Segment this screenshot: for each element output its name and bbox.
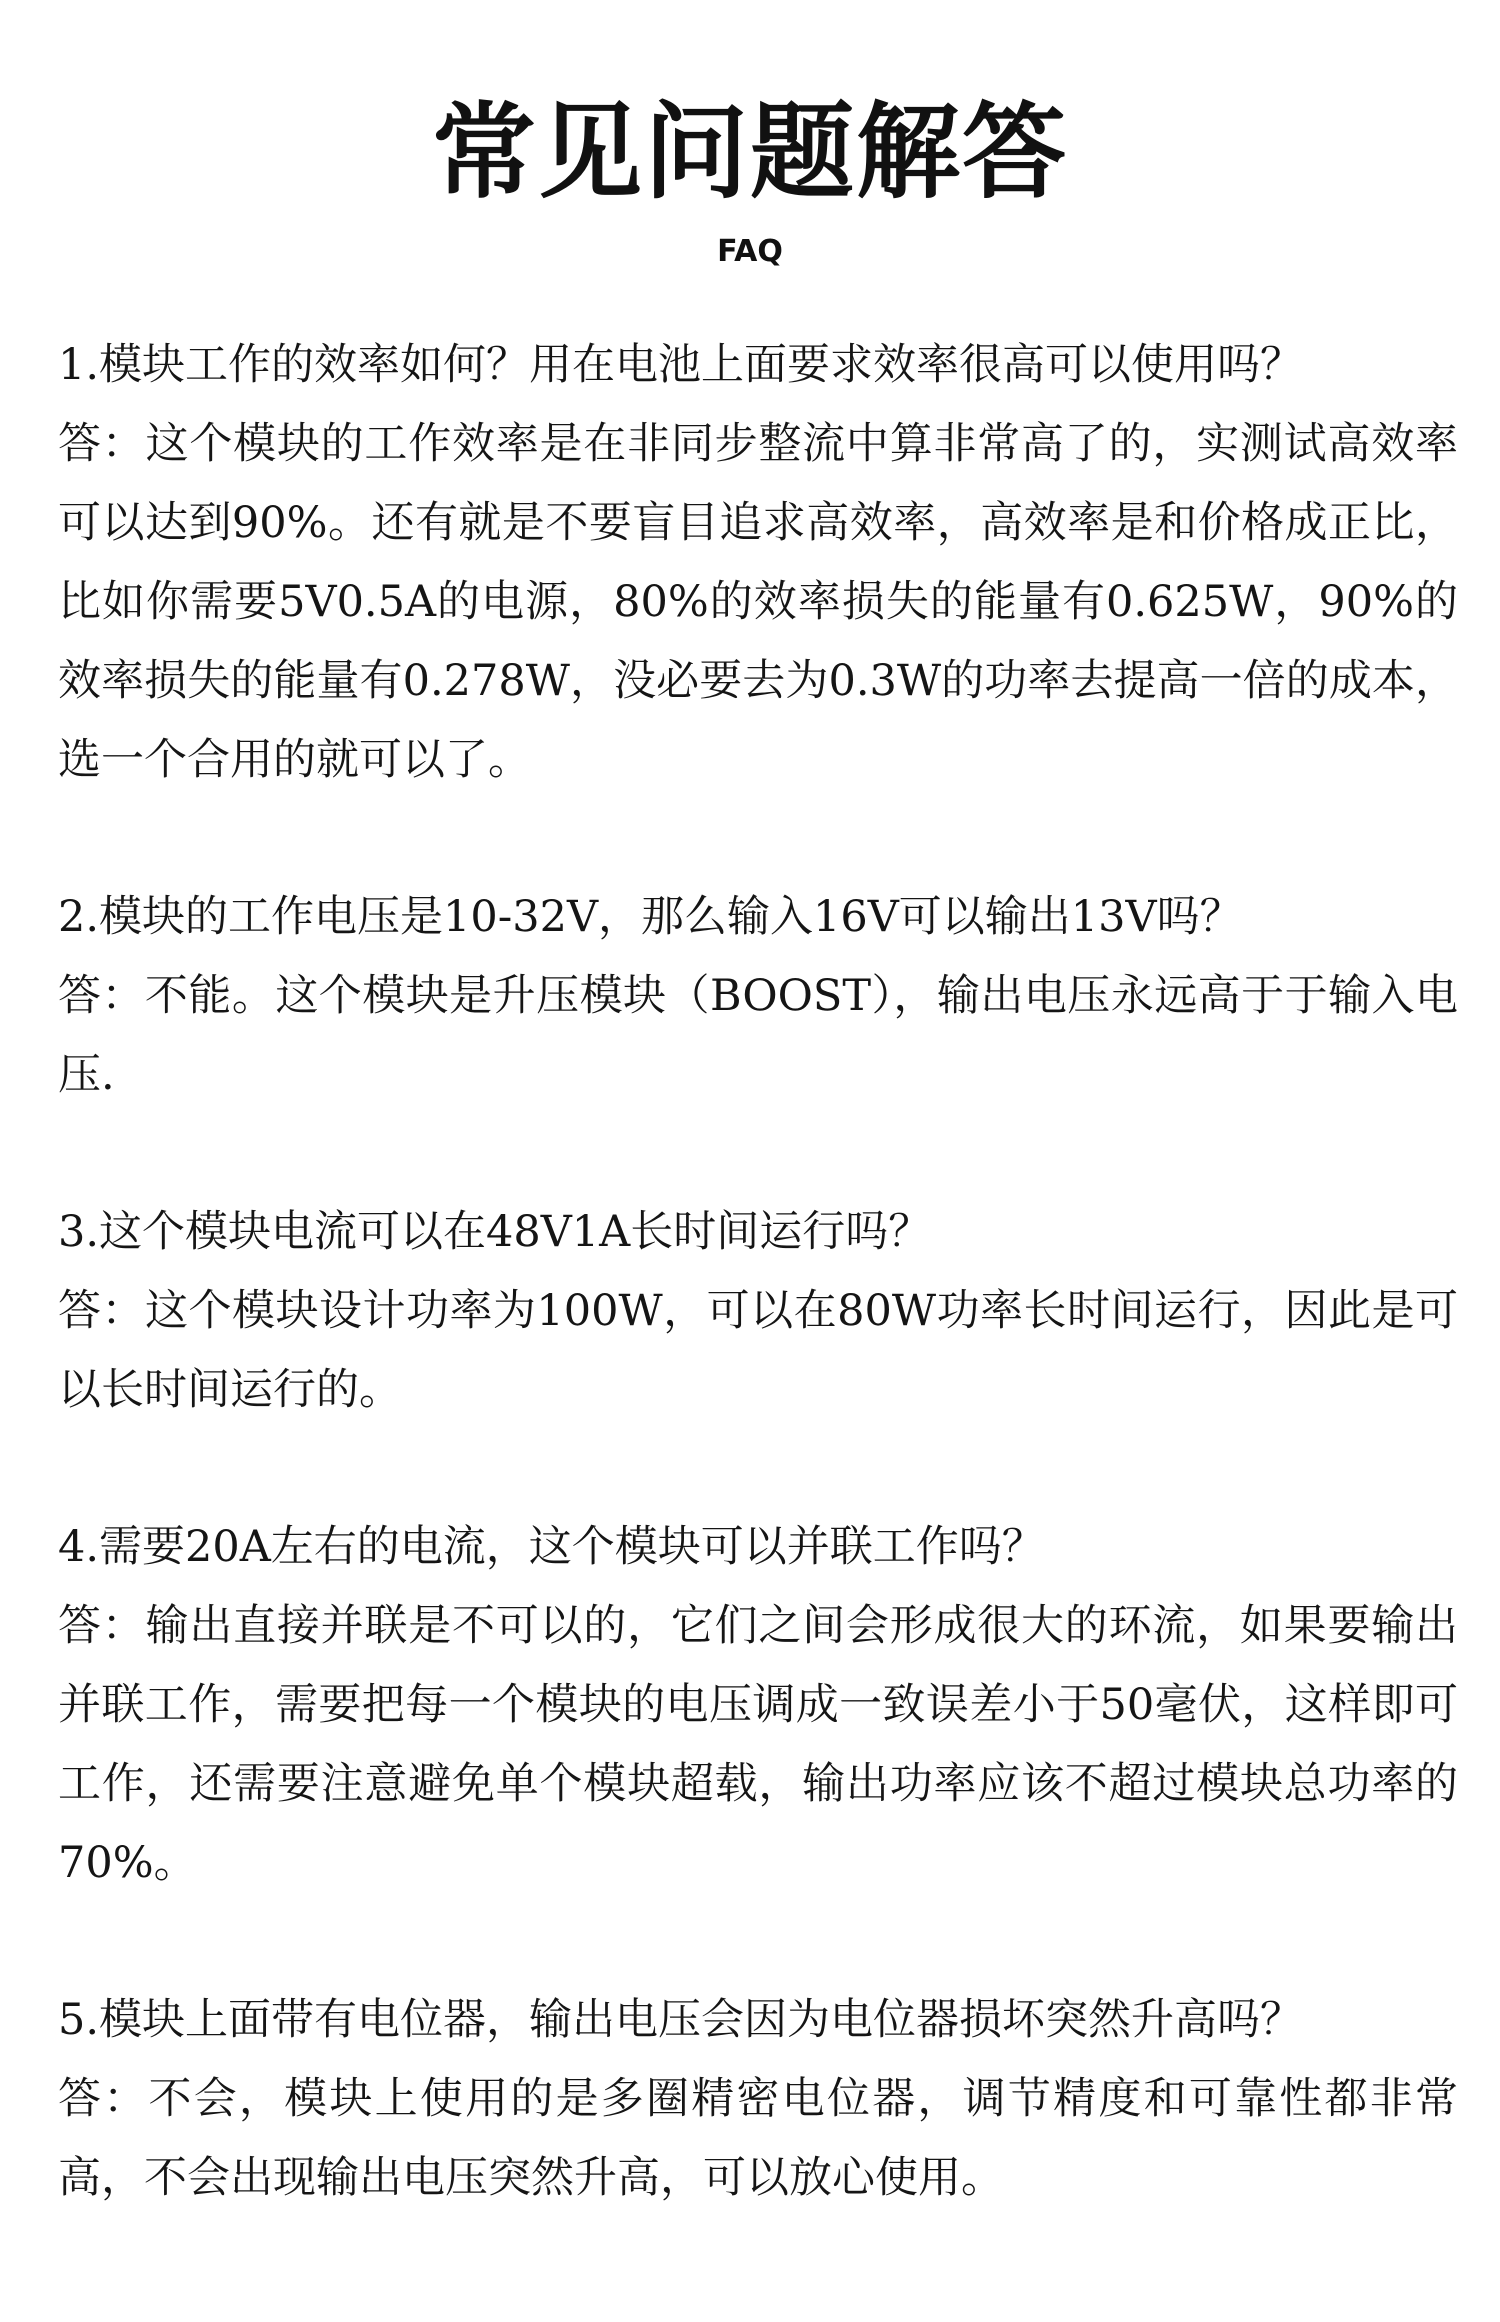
faq-item-5: [58, 1981, 1458, 2218]
faq-answer: 答：这个模块设计功率为100W，可以在80W功率长时间运行，因此是可以长时间运行的。: [58, 1286, 1458, 1415]
faq-question: 1.模块工作的效率如何？用在电池上面要求效率很高可以使用吗？: [58, 340, 1304, 390]
faq-answer: 答：不能。这个模块是升压模块（BOOST），输出电压永远高于于输入电压.: [58, 971, 1458, 1100]
faq-answer: 答：这个模块的工作效率是在非同步整流中算非常高了的，实测试高效率可以达到90%。还有就是不要盲目追求高效率，高效率是和价格成正比，比如你需要5V0.5A的电源，80%的效率损失的能量有0.625W，90%的效率损失的能量有0.278W，没必要去为0.3W的功率去提高一倍的成本，选一个合用的就可以了。: [58, 419, 1458, 785]
faq-answer: 答：不会，模块上使用的是多圈精密电位器，调节精度和可靠性都非常高，不会出现输出电压突然升高，可以放心使用。: [58, 2074, 1458, 2203]
faq-answer: 答：输出直接并联是不可以的，它们之间会形成很大的环流，如果要输出并联工作，需要把每一个模块的电压调成一致误差小于50毫伏，这样即可工作，还需要注意避免单个模块超载，输出功率应该不超过模块总功率的70%。: [58, 1601, 1458, 1888]
faq-question: 2.模块的工作电压是10-32V，那么输入16V可以输出13V吗？: [58, 892, 1243, 942]
page-subtitle: FAQ: [717, 234, 783, 269]
faq-question: 5.模块上面带有电位器，输出电压会因为电位器损坏突然升高吗？: [58, 1995, 1304, 2045]
page-title: 常见问题解答: [431, 91, 1068, 213]
faq-item-4: [58, 1508, 1458, 1903]
faq-item-3: [58, 1193, 1458, 1430]
faq-item-1: [58, 326, 1458, 800]
faq-item-2: [58, 878, 1458, 1115]
faq-question: 4.需要20A左右的电流，这个模块可以并联工作吗？: [58, 1522, 1045, 1572]
faq-question: 3.这个模块电流可以在48V1A长时间运行吗？: [58, 1207, 932, 1257]
faq-list: [58, 326, 1458, 2296]
